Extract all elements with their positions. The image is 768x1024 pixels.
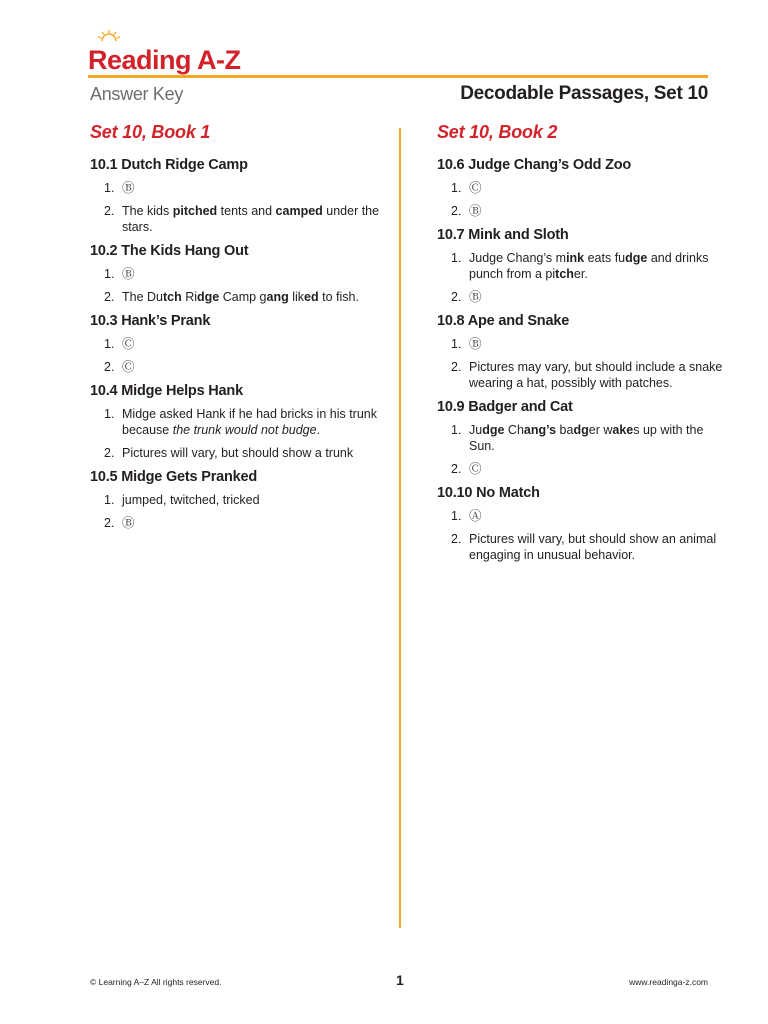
item-text: Ⓑ bbox=[122, 181, 135, 195]
brand-name: Reading A-Z bbox=[88, 45, 241, 75]
item-text: The kids pitched tents and camped under the stars. bbox=[122, 204, 380, 234]
answer-section bbox=[437, 399, 727, 477]
section-list bbox=[437, 157, 727, 563]
item-text: Ⓑ bbox=[469, 290, 482, 304]
section-title: 10.7 Mink and Sloth bbox=[437, 227, 569, 243]
item-number: 2. bbox=[451, 462, 462, 476]
section-list bbox=[90, 157, 380, 531]
answer-list bbox=[437, 250, 727, 305]
section-title: 10.8 Ape and Snake bbox=[437, 313, 570, 329]
document-subtitle: Answer Key bbox=[90, 84, 184, 104]
item-text: Midge asked Hank if he had bricks in his trunk because the trunk would not budge. bbox=[122, 407, 377, 437]
item-number: 1. bbox=[451, 337, 462, 351]
section-title: 10.3 Hank’s Prank bbox=[90, 313, 211, 329]
section-title: 10.2 The Kids Hang Out bbox=[90, 243, 249, 259]
item-number: 1. bbox=[451, 251, 462, 265]
answer-item bbox=[90, 445, 380, 461]
item-text: Ⓒ bbox=[122, 337, 135, 351]
set-title: Set 10, Book 1 bbox=[90, 122, 211, 142]
sun-icon bbox=[98, 30, 120, 42]
answer-section bbox=[90, 243, 380, 305]
left-column bbox=[90, 122, 380, 539]
answer-section bbox=[437, 313, 727, 391]
item-text: The Dutch Ridge Camp gang liked to fish. bbox=[122, 290, 359, 304]
item-text: jumped, twitched, tricked bbox=[122, 493, 260, 507]
answer-section bbox=[90, 469, 380, 531]
document-title: Decodable Passages, Set 10 bbox=[460, 83, 708, 104]
answer-item bbox=[90, 266, 380, 282]
answer-item bbox=[437, 359, 727, 391]
answer-section bbox=[90, 157, 380, 235]
answer-item bbox=[437, 531, 727, 563]
item-number: 2. bbox=[104, 446, 115, 460]
answer-section bbox=[90, 383, 380, 461]
reading-az-logo bbox=[88, 30, 241, 74]
answer-list bbox=[90, 492, 380, 531]
item-number: 1. bbox=[451, 181, 462, 195]
item-number: 1. bbox=[451, 509, 462, 523]
answer-section bbox=[437, 485, 727, 563]
item-text: Ⓒ bbox=[469, 462, 482, 476]
column-divider bbox=[399, 128, 401, 928]
answer-section bbox=[90, 313, 380, 375]
section-title: 10.4 Midge Helps Hank bbox=[90, 383, 243, 399]
item-number: 2. bbox=[104, 360, 115, 374]
answer-item bbox=[437, 203, 727, 219]
item-number: 2. bbox=[451, 360, 462, 374]
header-rule bbox=[88, 75, 708, 78]
answer-item bbox=[90, 203, 380, 235]
answer-item bbox=[437, 289, 727, 305]
item-number: 1. bbox=[104, 337, 115, 351]
item-number: 2. bbox=[104, 516, 115, 530]
item-text: Pictures may vary, but should include a snake wearing a hat, possibly with patches. bbox=[469, 360, 723, 390]
item-text: Ⓒ bbox=[122, 360, 135, 374]
item-text: Ⓑ bbox=[469, 204, 482, 218]
answer-item bbox=[90, 406, 380, 438]
answer-item bbox=[90, 492, 380, 508]
answer-item bbox=[437, 508, 727, 524]
item-text: Judge Chang’s badger wakes up with the Sun. bbox=[469, 423, 704, 453]
item-number: 2. bbox=[104, 204, 115, 218]
answer-list bbox=[90, 266, 380, 305]
answer-list bbox=[90, 406, 380, 461]
answer-section bbox=[437, 157, 727, 219]
item-number: 2. bbox=[451, 290, 462, 304]
answer-item bbox=[90, 515, 380, 531]
answer-list bbox=[90, 180, 380, 235]
answer-item bbox=[437, 180, 727, 196]
answer-list bbox=[90, 336, 380, 375]
item-text: Ⓐ bbox=[469, 509, 482, 523]
answer-item bbox=[90, 336, 380, 352]
website-url: www.readinga-z.com bbox=[629, 977, 708, 987]
item-number: 1. bbox=[104, 407, 115, 421]
page-number: 1 bbox=[396, 972, 404, 988]
item-number: 1. bbox=[104, 181, 115, 195]
item-number: 2. bbox=[104, 290, 115, 304]
answer-item bbox=[437, 250, 727, 282]
item-number: 2. bbox=[451, 204, 462, 218]
item-text: Pictures will vary, but should show an animal engaging in unusual behavior. bbox=[469, 532, 717, 562]
set-title: Set 10, Book 2 bbox=[437, 122, 558, 142]
copyright: © Learning A–Z All rights reserved. bbox=[90, 977, 222, 987]
item-text: Ⓑ bbox=[469, 337, 482, 351]
answer-list bbox=[437, 422, 727, 477]
section-title: 10.6 Judge Chang’s Odd Zoo bbox=[437, 157, 632, 173]
right-column bbox=[437, 122, 727, 571]
answer-list bbox=[437, 180, 727, 219]
item-text: Pictures will vary, but should show a trunk bbox=[122, 446, 354, 460]
answer-list bbox=[437, 336, 727, 391]
item-text: Ⓑ bbox=[122, 267, 135, 281]
item-number: 1. bbox=[451, 423, 462, 437]
answer-item bbox=[90, 359, 380, 375]
section-title: 10.5 Midge Gets Pranked bbox=[90, 469, 258, 485]
item-number: 1. bbox=[104, 267, 115, 281]
answer-item bbox=[90, 289, 380, 305]
answer-list bbox=[437, 508, 727, 563]
answer-item bbox=[437, 336, 727, 352]
item-number: 2. bbox=[451, 532, 462, 546]
section-title: 10.10 No Match bbox=[437, 485, 540, 501]
answer-section bbox=[437, 227, 727, 305]
item-text: Ⓑ bbox=[122, 516, 135, 530]
answer-item bbox=[90, 180, 380, 196]
answer-item bbox=[437, 461, 727, 477]
item-text: Judge Chang’s mink eats fudge and drinks punch from a pitcher. bbox=[469, 251, 709, 281]
section-title: 10.9 Badger and Cat bbox=[437, 399, 573, 415]
section-title: 10.1 Dutch Ridge Camp bbox=[90, 157, 248, 173]
item-number: 1. bbox=[104, 493, 115, 507]
answer-item bbox=[437, 422, 727, 454]
item-text: Ⓒ bbox=[469, 181, 482, 195]
